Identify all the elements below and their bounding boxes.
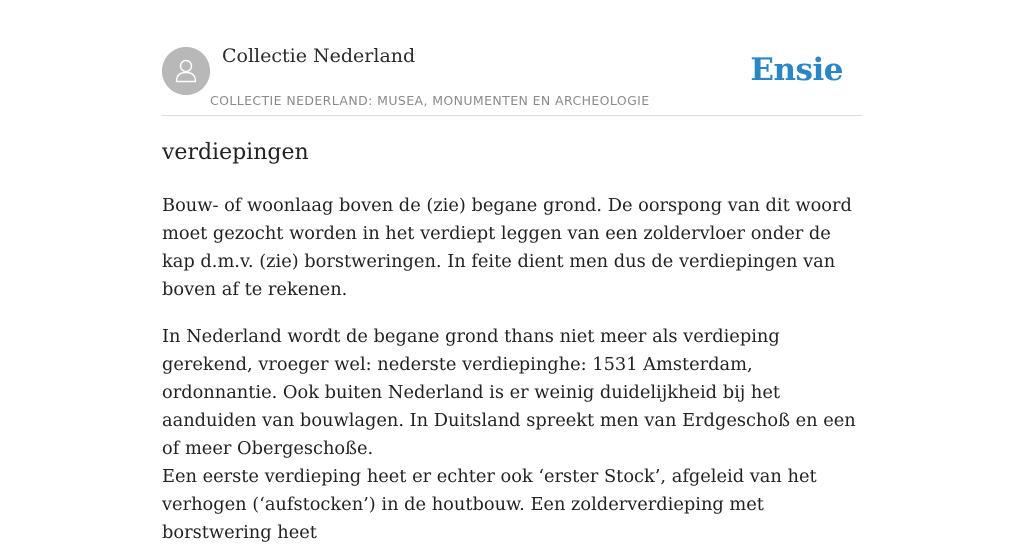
user-avatar-icon — [162, 47, 210, 95]
collection-label[interactable]: COLLECTIE NEDERLAND: MUSEA, MONUMENTEN EN ARCHEOLOGIE — [210, 93, 650, 108]
ensie-logo[interactable]: Ensie — [750, 52, 843, 88]
author-name[interactable]: Collectie Nederland — [222, 45, 416, 67]
content-container — [162, 0, 862, 543]
avatar[interactable] — [162, 47, 210, 95]
article-paragraph: Bouw- of woonlaag boven de (zie) begane grond. De oorspong van dit woord moet gezocht worden in het verdiept leggen van een zoldervloer onder de kap d.m.v. (zie) borstweringen. In feite dient men dus de verdiepingen van boven af te rekenen. — [162, 195, 852, 300]
article-paragraph: Een eerste verdieping heet er echter ook ‘erster Stock’, afgeleid van het verhogen (‘aufstocken’) in de houtbouw. Een zolderverdieping met borstwering heet — [162, 466, 817, 543]
page-title: verdiepingen — [162, 140, 309, 165]
article-paragraph: In Nederland wordt de begane grond thans niet meer als verdieping gerekend, vroeger wel: nederste verdiepinghe: 1531 Amsterdam, ordonnantie. Ook buiten Nederland is er weinig duidelijkheid bij het aanduiden van bouwlagen. In Duitsland spreekt men van Erdgeschoß en een of meer Obergeschoße. — [162, 326, 856, 459]
header — [162, 0, 862, 116]
